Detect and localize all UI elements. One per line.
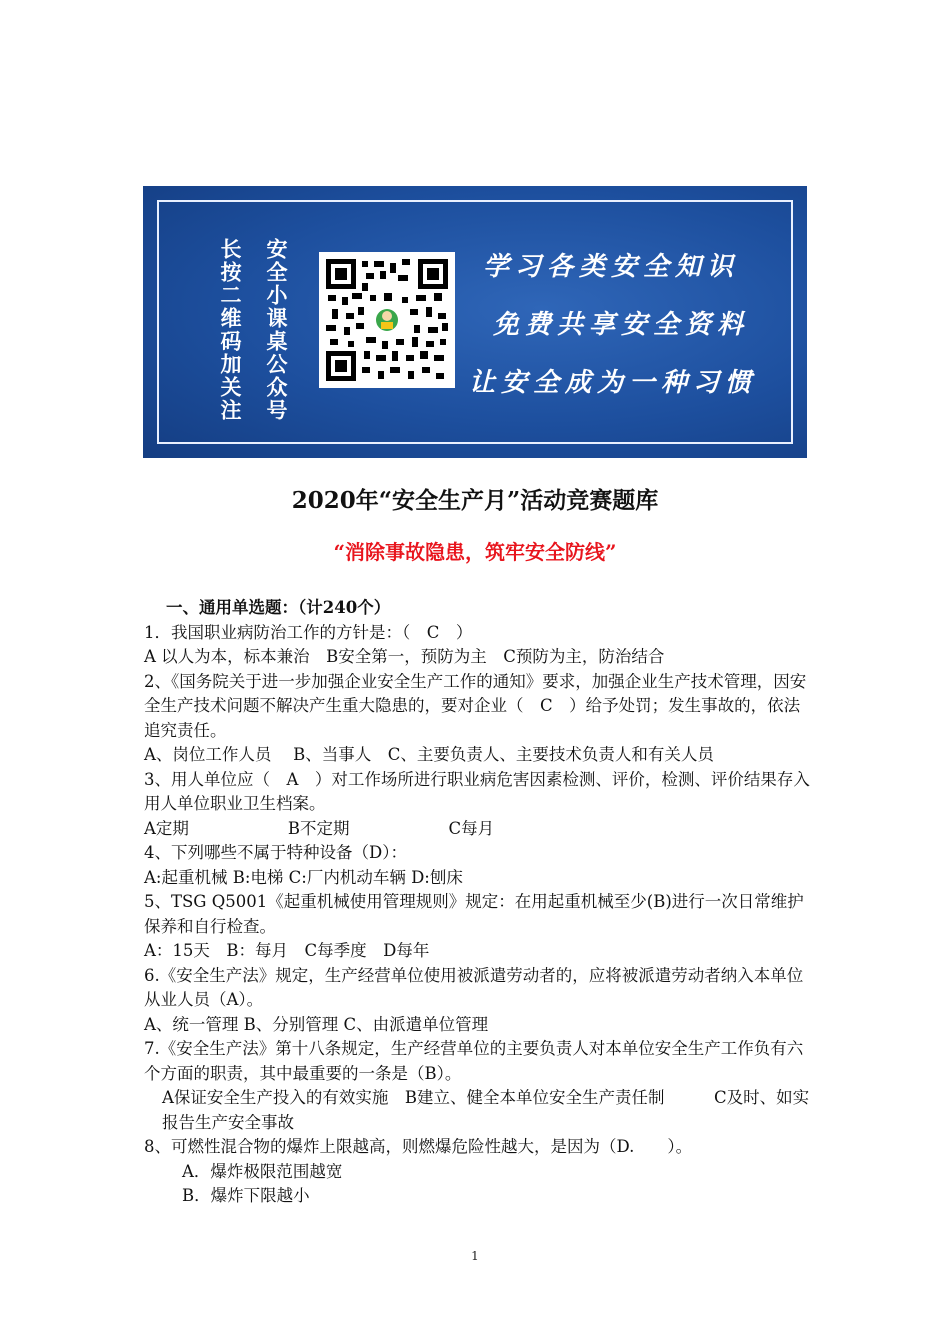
option-line: A保证安全生产投入的有效实施 B建立、健全本单位安全生产责任制 C及时、如实报告生产安全事故: [162, 1088, 810, 1132]
question-line: 4、下列哪些不属于特种设备（D）：: [144, 843, 407, 862]
question-line: 7.《安全生产法》第十八条规定，生产经营单位的主要负责人对本单位安全生产工作负有六个方面的职责，其中最重要的一条是（B）。: [144, 1039, 804, 1083]
banner-vertical-text-right: 安全小课桌公众号: [264, 238, 288, 422]
option-line: A、统一管理 B、分别管理 C、由派遣单位管理: [144, 1014, 489, 1034]
banner-slogan: 让安全成为一种习惯: [469, 368, 758, 398]
question-line: 1．我国职业病防治工作的方针是：（ C ）: [144, 622, 473, 642]
option-line: A、岗位工作人员 B、当事人 C、主要负责人、主要技术负责人和有关人员: [144, 745, 714, 764]
option-line: A．爆炸极限范围越宽: [182, 1161, 343, 1181]
page-number: 1: [471, 1249, 479, 1263]
question-line: 5、TSG Q5001《起重机械使用管理规则》规定：在用起重机械至少(B)进行一次日常维护保养和自行检查。: [144, 892, 804, 936]
option-line: A:起重机械 B:电梯 C:厂内机动车辆 D:刨床: [144, 867, 463, 887]
question-line: 3、用人单位应（ A ）对工作场所进行职业病危害因素检测、评价，检测、评价结果存入用人单位职业卫生档案。: [144, 769, 810, 813]
document-subtitle: “消除事故隐患，筑牢安全防线”: [333, 540, 617, 564]
question-line: 8、可燃性混合物的爆炸上限越高，则燃爆危险性越大，是因为（D. ）。: [144, 1137, 693, 1156]
banner-slogan: 免费共享安全资料: [493, 310, 750, 340]
option-line: A定期 B不定期 C每月: [144, 818, 495, 838]
question-line: 6.《安全生产法》规定，生产经营单位使用被派遣劳动者的，应将被派遣劳动者纳入本单位从业人员（A）。: [144, 965, 804, 1009]
document-title: 2020年“安全生产月”活动竞赛题库: [291, 487, 659, 514]
promo-banner: [143, 186, 807, 458]
banner-slogans: [469, 238, 758, 412]
option-line: B．爆炸下限越小: [182, 1186, 310, 1205]
option-line: A：15天 B：每月 C每季度 D每年: [144, 941, 430, 960]
section-heading: 一、通用单选题：（计240个）: [166, 598, 391, 617]
document-body: [144, 596, 812, 1209]
qr-code-icon[interactable]: [319, 252, 455, 388]
banner-slogan: 学习各类安全知识: [483, 252, 740, 282]
option-line: A 以人为本，标本兼治 B安全第一，预防为主 C预防为主，防治结合: [144, 647, 665, 666]
banner-vertical-text-left: 长按二维码加关注: [218, 238, 242, 422]
question-line: 2、《国务院关于进一步加强企业安全生产工作的通知》要求，加强企业生产技术管理，因安全生产技术问题不解决产生重大隐患的，要对企业（ C ）给予处罚；发生事故的，依法追究责任。: [144, 671, 807, 740]
